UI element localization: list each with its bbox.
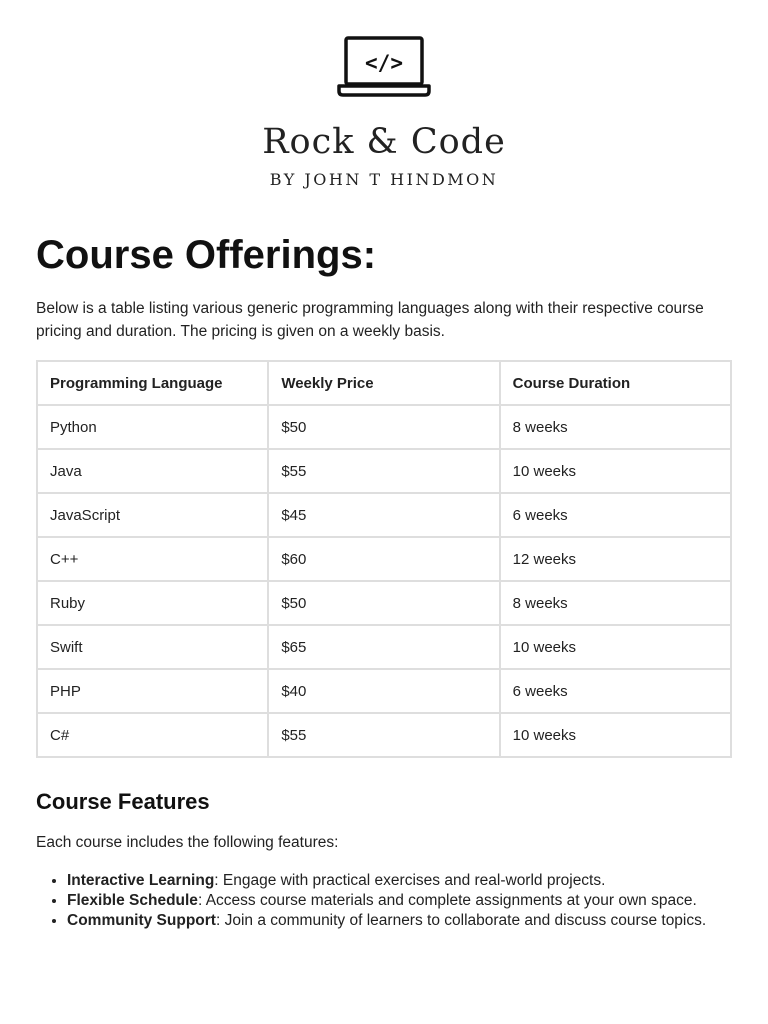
- logo-code-glyph: </>: [365, 51, 403, 75]
- features-list: [36, 871, 732, 931]
- price-cell: $50: [268, 405, 499, 449]
- brand-name: Rock & Code: [262, 122, 506, 162]
- price-cell: $60: [268, 537, 499, 581]
- features-intro: Each course includes the following features:: [36, 834, 339, 851]
- header-language: Programming Language: [37, 361, 268, 405]
- duration-cell: 10 weeks: [500, 625, 731, 669]
- header-weekly-price: Weekly Price: [268, 361, 499, 405]
- features-heading: Course Features: [36, 789, 210, 814]
- price-cell: $55: [268, 713, 499, 757]
- table-row: [37, 493, 731, 537]
- language-cell: C#: [37, 713, 268, 757]
- duration-cell: 8 weeks: [500, 405, 731, 449]
- language-cell: Python: [37, 405, 268, 449]
- brand-logo: [0, 36, 768, 98]
- intro-paragraph: Below is a table listing various generic programming languages along with their respective course pricing and duration. The pricing is given on a weekly basis.: [36, 300, 704, 340]
- feature-description: : Access course materials and complete assignments at your own space.: [197, 892, 697, 909]
- duration-cell: 8 weeks: [500, 581, 731, 625]
- duration-cell: 12 weeks: [500, 537, 731, 581]
- page-title: Course Offerings:: [36, 233, 377, 277]
- price-cell: $40: [268, 669, 499, 713]
- header-course-duration: Course Duration: [500, 361, 731, 405]
- brand-byline: BY JOHN T HINDMON: [269, 170, 499, 189]
- table-row: [37, 537, 731, 581]
- table-header-row: [37, 361, 731, 405]
- feature-description: : Join a community of learners to collaborate and discuss course topics.: [215, 912, 707, 929]
- table-row: [37, 669, 731, 713]
- language-cell: JavaScript: [37, 493, 268, 537]
- price-cell: $55: [268, 449, 499, 493]
- language-cell: Java: [37, 449, 268, 493]
- duration-cell: 6 weeks: [500, 493, 731, 537]
- feature-term: Community Support: [67, 912, 216, 929]
- list-item: [67, 871, 732, 891]
- feature-description: : Engage with practical exercises and real-world projects.: [214, 872, 606, 889]
- price-cell: $65: [268, 625, 499, 669]
- table-row: [37, 581, 731, 625]
- list-item: [67, 911, 732, 931]
- table-row: [37, 449, 731, 493]
- price-cell: $50: [268, 581, 499, 625]
- list-item: [67, 891, 732, 911]
- language-cell: C++: [37, 537, 268, 581]
- language-cell: Ruby: [37, 581, 268, 625]
- price-cell: $45: [268, 493, 499, 537]
- language-cell: PHP: [37, 669, 268, 713]
- course-table: [36, 360, 732, 758]
- duration-cell: 10 weeks: [500, 449, 731, 493]
- table-row: [37, 405, 731, 449]
- feature-term: Flexible Schedule: [67, 892, 198, 909]
- table-row: [37, 625, 731, 669]
- language-cell: Swift: [37, 625, 268, 669]
- feature-term: Interactive Learning: [67, 872, 215, 889]
- duration-cell: 10 weeks: [500, 713, 731, 757]
- table-row: [37, 713, 731, 757]
- laptop-code-icon: [336, 36, 432, 98]
- duration-cell: 6 weeks: [500, 669, 731, 713]
